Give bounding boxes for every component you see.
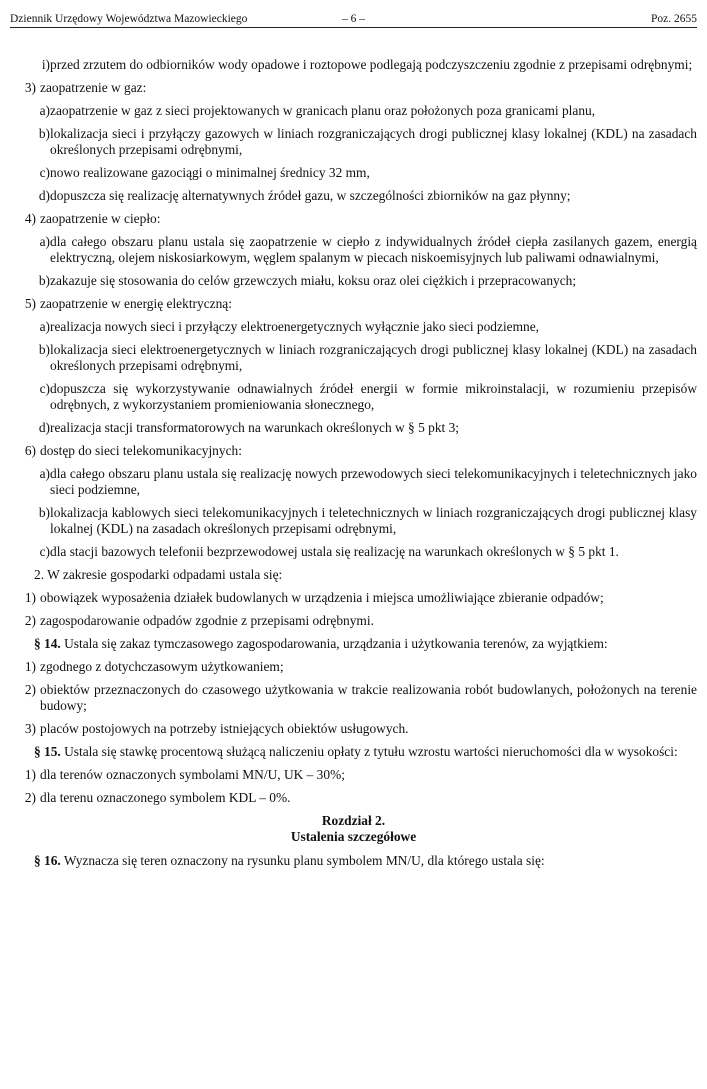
chapter-title: Ustalenia szczegółowe — [290, 829, 417, 844]
list-item — [10, 767, 697, 783]
list-item — [10, 721, 697, 737]
item-text: obiektów przeznaczonych do czasowego użytkowania w trakcie realizowania robót budowlanych, położonych na terenie budowy; — [40, 682, 697, 713]
item-marker: c) — [39, 165, 50, 180]
item-marker: a) — [39, 466, 50, 481]
item-text: zagospodarowanie odpadów zgodnie z przepisami odrębnymi. — [40, 613, 374, 628]
item-text: przed zrzutem do odbiorników wody opadowe i roztopowe podlegają podczyszczeniu zgodnie z przepisami odrębnymi; — [50, 57, 693, 72]
item-text: dla stacji bazowych telefonii bezprzewodowej ustala się realizację na warunkach określonych w § 5 pkt 1. — [50, 544, 619, 559]
item-marker: 5) — [24, 296, 36, 311]
list-item — [10, 296, 697, 312]
item-marker: b) — [38, 342, 50, 357]
item-marker: d) — [38, 420, 50, 435]
item-text: lokalizacja sieci i przyłączy gazowych w liniach rozgraniczających drogi publicznej klasy lokalnej (KDL) na zasadach określonych przepisami odrębnymi, — [50, 126, 697, 157]
item-text: realizacja nowych sieci i przyłączy elektroenergetycznych wyłącznie jako sieci podziemne, — [50, 319, 540, 334]
item-text: dla całego obszaru planu ustala się realizację nowych przewodowych sieci telekomunikacyjnych i teletechnicznych jako sieci podziemne, — [50, 466, 697, 497]
paragraph: 2. W zakresie gospodarki odpadami ustala się: — [34, 567, 283, 582]
item-text: dopuszcza się wykorzystywanie odnawialnych źródeł energii w formie mikroinstalacji, w rozumieniu przepisów odrębnych, z wykorzystaniem promieniowania słonecznego, — [50, 381, 697, 412]
item-marker: 2) — [24, 613, 36, 628]
item-text: zaopatrzenie w ciepło: — [40, 211, 161, 226]
list-item — [10, 319, 697, 335]
document-body — [10, 57, 697, 876]
item-marker: 4) — [24, 211, 36, 226]
list-item — [10, 381, 697, 413]
item-marker: 1) — [24, 590, 36, 605]
item-marker: 1) — [24, 659, 36, 674]
list-item — [10, 126, 697, 158]
item-marker: 2) — [24, 682, 36, 697]
list-item — [10, 103, 697, 119]
section-number: § 14. — [34, 636, 61, 651]
item-marker: a) — [39, 103, 50, 118]
list-item — [10, 273, 697, 289]
list-item — [10, 342, 697, 374]
item-text: zaopatrzenie w gaz z sieci projektowanych w granicach planu oraz położonych poza granicami planu, — [50, 103, 596, 118]
item-marker: c) — [39, 381, 50, 396]
item-marker: a) — [39, 234, 50, 249]
item-text: placów postojowych na potrzeby istniejących obiektów usługowych. — [40, 721, 409, 736]
item-text: dla terenów oznaczonych symbolami MN/U, UK – 30%; — [40, 767, 345, 782]
section-paragraph — [10, 744, 697, 760]
list-item — [10, 165, 697, 181]
position-number: Poz. 2655 — [651, 13, 697, 25]
item-marker: 2) — [24, 790, 36, 805]
list-item — [10, 420, 697, 436]
chapter-number: Rozdział 2. — [321, 813, 386, 828]
list-item — [10, 505, 697, 537]
item-text: lokalizacja sieci elektroenergetycznych w liniach rozgraniczających drogi publicznej klasy lokalnej (KDL) na zasadach określonych przepisami odrębnymi, — [50, 342, 697, 373]
item-marker: b) — [38, 505, 50, 520]
list-item — [10, 544, 697, 560]
section-text: Ustala się stawkę procentową służącą naliczeniu opłaty z tytułu wzrostu wartości nieruchomości dla w wysokości: — [60, 744, 678, 759]
list-item — [10, 613, 697, 629]
page-header — [10, 11, 697, 28]
item-text: obowiązek wyposażenia działek budowlanych w urządzenia i miejsca umożliwiające zbieranie odpadów; — [40, 590, 604, 605]
list-item — [10, 790, 697, 806]
item-text: zaopatrzenie w energię elektryczną: — [40, 296, 232, 311]
item-text: nowo realizowane gazociągi o minimalnej średnicy 32 mm, — [50, 165, 370, 180]
item-text: realizacja stacji transformatorowych na warunkach określonych w § 5 pkt 3; — [50, 420, 460, 435]
item-marker: b) — [38, 126, 50, 141]
item-text: dla terenu oznaczonego symbolem KDL – 0%. — [40, 790, 291, 805]
section-text: Ustala się zakaz tymczasowego zagospodarowania, urządzania i użytkowania terenów, za wyjątkiem: — [60, 636, 608, 651]
list-item — [10, 80, 697, 96]
item-text: dopuszcza się realizację alternatywnych źródeł gazu, w szczególności zbiorników na gaz płynny; — [50, 188, 571, 203]
item-text: zaopatrzenie w gaz: — [40, 80, 147, 95]
journal-title: Dziennik Urzędowy Województwa Mazowieckiego — [10, 13, 248, 25]
list-item — [10, 188, 697, 204]
item-marker: d) — [38, 188, 50, 203]
item-marker: 3) — [24, 721, 36, 736]
item-text: lokalizacja kablowych sieci telekomunikacyjnych i teletechnicznych w liniach rozgraniczających drogi publicznej klasy lokalnej (KDL) na zasadach określonych przepisami odrębnymi, — [50, 505, 697, 536]
section-paragraph — [10, 636, 697, 652]
item-text: dostęp do sieci telekomunikacyjnych: — [40, 443, 242, 458]
item-marker: 6) — [24, 443, 36, 458]
list-item — [10, 466, 697, 498]
section-paragraph — [10, 853, 697, 869]
item-marker: a) — [39, 319, 50, 334]
list-item — [10, 590, 697, 606]
chapter-heading — [10, 813, 697, 845]
list-item — [10, 682, 697, 714]
list-item — [10, 234, 697, 266]
item-text: zakazuje się stosowania do celów grzewczych miału, koksu oraz olei ciężkich i przepracowanych; — [50, 273, 577, 288]
section-number: § 15. — [34, 744, 61, 759]
item-marker: 1) — [24, 767, 36, 782]
item-marker: 3) — [24, 80, 36, 95]
list-item — [10, 211, 697, 227]
list-item — [10, 443, 697, 459]
page-number: – 6 – — [342, 13, 365, 25]
item-marker: c) — [39, 544, 50, 559]
item-text: dla całego obszaru planu ustala się zaopatrzenie w ciepło z indywidualnych źródeł ciepła zasilanych gazem, energią elektryczną, olejem niskosiarkowym, węglem spalanym w piecach niskoemisyjnych lub paliwami odnawialnymi, — [50, 234, 697, 265]
section-text: Wyznacza się teren oznaczony na rysunku planu symbolem MN/U, dla którego ustala się: — [60, 853, 545, 868]
list-item — [10, 57, 697, 73]
list-item — [10, 659, 697, 675]
item-marker: i) — [41, 57, 50, 72]
item-marker: b) — [38, 273, 50, 288]
section-number: § 16. — [34, 853, 61, 868]
item-text: zgodnego z dotychczasowym użytkowaniem; — [40, 659, 284, 674]
